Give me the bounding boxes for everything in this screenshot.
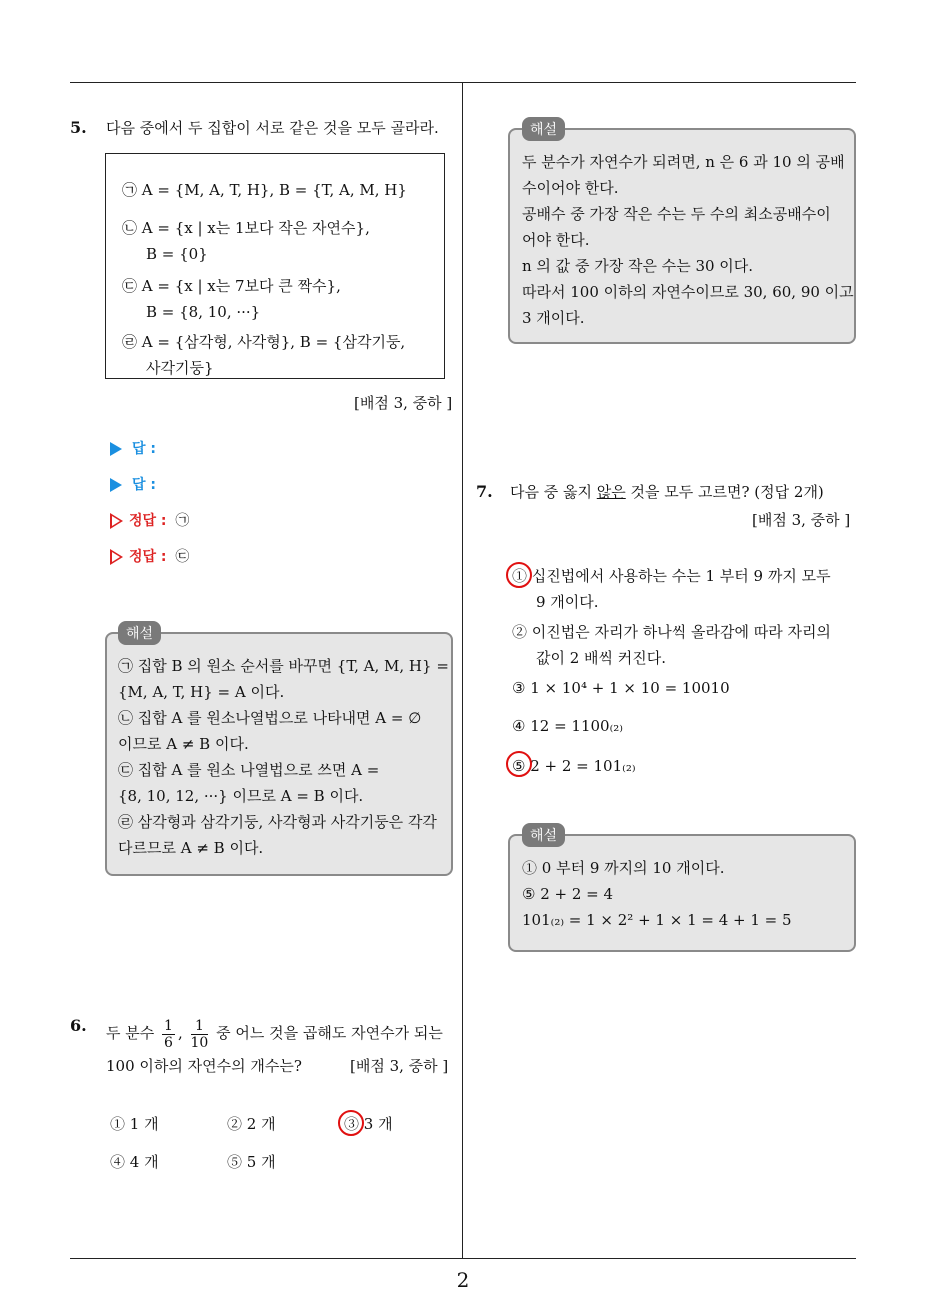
answer-label: 답 :	[132, 477, 156, 493]
q6-text-line2: 100 이하의 자연수의 개수는?	[106, 1057, 302, 1075]
solution-line: ㉢ 집합 A 를 원소 나열법으로 쓰면 A =	[118, 761, 380, 779]
fraction-1-6	[162, 1018, 175, 1051]
correct-label: 정답 :	[129, 513, 167, 529]
q6-score: [배점 3, 중하 ]	[350, 1057, 449, 1075]
q7-text-b: 것을 모두 고르면? (정답 2개)	[625, 483, 824, 501]
solution-line: ㉠ 집합 B 의 원소 순서를 바꾸면 {T, A, M, H} =	[118, 657, 449, 675]
q7-text	[510, 482, 824, 502]
q5-item: B = {8, 10, ···}	[146, 303, 261, 321]
q7-choice[interactable]: ② 이진법은 자리가 하나씩 올라감에 따라 자리의	[512, 623, 831, 641]
q5-item: ㉡ A = {x | x는 1보다 작은 자연수},	[122, 219, 370, 237]
correct-answer-row	[110, 546, 189, 566]
q7-choice-cont: 값이 2 배씩 커진다.	[536, 649, 667, 667]
q6-choice[interactable]: ④ 4 개	[110, 1153, 159, 1171]
solution-line: {8, 10, 12, ···} 이므로 A = B 이다.	[118, 787, 364, 805]
selected-mark-circle	[506, 562, 532, 588]
solution-line: n 의 값 중 가장 작은 수는 30 이다.	[522, 257, 754, 275]
q7-solution-tab: 해설	[522, 823, 565, 847]
selected-mark-circle	[338, 1110, 364, 1136]
fraction-1-10	[191, 1018, 209, 1051]
q5-item: B = {0}	[146, 245, 208, 263]
solution-line: {M, A, T, H} = A 이다.	[118, 683, 285, 701]
frac-numerator: 1	[164, 1017, 173, 1034]
solution-line: 두 분수가 자연수가 되려면, n 은 6 과 10 의 공배	[522, 153, 845, 171]
correct-answer-row	[110, 510, 189, 530]
q5-item: ㉠ A = {M, A, T, H}, B = {T, A, M, H}	[122, 181, 407, 199]
q5-number: 5.	[70, 118, 87, 137]
frac-numerator: 1	[191, 1018, 209, 1035]
q6-text-after: 중 어느 것을 곱해도 자연수가 되는	[216, 1024, 443, 1042]
q6-choice[interactable]: ⑤ 5 개	[227, 1153, 276, 1171]
q6-solution-tab: 해설	[522, 117, 565, 141]
q5-solution-tab: 해설	[118, 621, 161, 645]
q5-item: ㉣ A = {삼각형, 사각형}, B = {삼각기둥,	[122, 333, 406, 351]
solution-line: ① 0 부터 9 까지의 10 개이다.	[522, 859, 725, 877]
selected-mark-circle	[506, 751, 532, 777]
q6-choice[interactable]: ① 1 개	[110, 1115, 159, 1133]
q6-choice[interactable]: ③ 3 개	[344, 1115, 393, 1133]
q6-choice[interactable]: ② 2 개	[227, 1115, 276, 1133]
q7-text-underlined: 않은	[596, 483, 626, 501]
solution-line: ⑤ 2 + 2 = 4	[522, 885, 614, 903]
solution-line: 공배수 중 가장 작은 수는 두 수의 최소공배수이	[522, 205, 831, 223]
correct-value: ㉢	[175, 549, 190, 565]
solution-line: ㉣ 삼각형과 삼각기둥, 사각형과 사각기둥은 각각	[118, 813, 437, 831]
answer-row	[110, 438, 156, 458]
outline-triangle-icon	[110, 549, 123, 565]
q7-choice[interactable]: ④ 12 = 1100₍₂₎	[512, 717, 623, 735]
q5-item: 사각기둥}	[146, 359, 214, 377]
q6-text-before: 두 분수	[106, 1024, 155, 1042]
q5-item: ㉢ A = {x | x는 7보다 큰 짝수},	[122, 277, 341, 295]
q6-comma: ,	[177, 1024, 183, 1042]
solution-line: 이므로 A ≠ B 이다.	[118, 735, 249, 753]
solution-line: 3 개이다.	[522, 309, 585, 327]
q7-choice[interactable]: ⑤ 2 + 2 = 101₍₂₎	[512, 757, 636, 775]
solution-line: 따라서 100 이하의 자연수이므로 30, 60, 90 이고	[522, 283, 854, 301]
q7-number: 7.	[476, 482, 493, 501]
frac-denominator: 6	[164, 1034, 173, 1051]
q6-text-line1	[106, 1016, 443, 1051]
solution-line: 어야 한다.	[522, 231, 590, 249]
q7-choice[interactable]: ① 십진법에서 사용하는 수는 1 부터 9 까지 모두	[512, 567, 831, 585]
answer-label: 답 :	[132, 441, 156, 457]
q7-score: [배점 3, 중하 ]	[752, 511, 851, 529]
column-divider	[462, 82, 463, 1258]
q5-text: 다음 중에서 두 집합이 서로 같은 것을 모두 골라라.	[106, 119, 439, 137]
solution-line: 다르므로 A ≠ B 이다.	[118, 839, 264, 857]
correct-value: ㉠	[175, 513, 190, 529]
outline-triangle-icon	[110, 513, 123, 529]
play-triangle-icon	[110, 478, 122, 492]
play-triangle-icon	[110, 442, 122, 456]
top-rule	[70, 82, 856, 83]
solution-line: 수이어야 한다.	[522, 179, 619, 197]
frac-denominator: 10	[190, 1034, 209, 1051]
q6-number: 6.	[70, 1016, 87, 1035]
q7-text-a: 다음 중 옳지	[510, 483, 597, 501]
answer-row	[110, 474, 156, 494]
q5-score: [배점 3, 중하 ]	[354, 394, 453, 412]
bottom-rule	[70, 1258, 856, 1259]
correct-label: 정답 :	[129, 549, 167, 565]
q7-choice[interactable]: ③ 1 × 10⁴ + 1 × 10 = 10010	[512, 679, 730, 697]
q7-choice-cont: 9 개이다.	[536, 593, 599, 611]
page-number: 2	[456, 1268, 470, 1292]
solution-line: ㉡ 집합 A 를 원소나열법으로 나타내면 A = ∅	[118, 709, 422, 727]
solution-line: 101₍₂₎ = 1 × 2² + 1 × 1 = 4 + 1 = 5	[522, 911, 792, 929]
